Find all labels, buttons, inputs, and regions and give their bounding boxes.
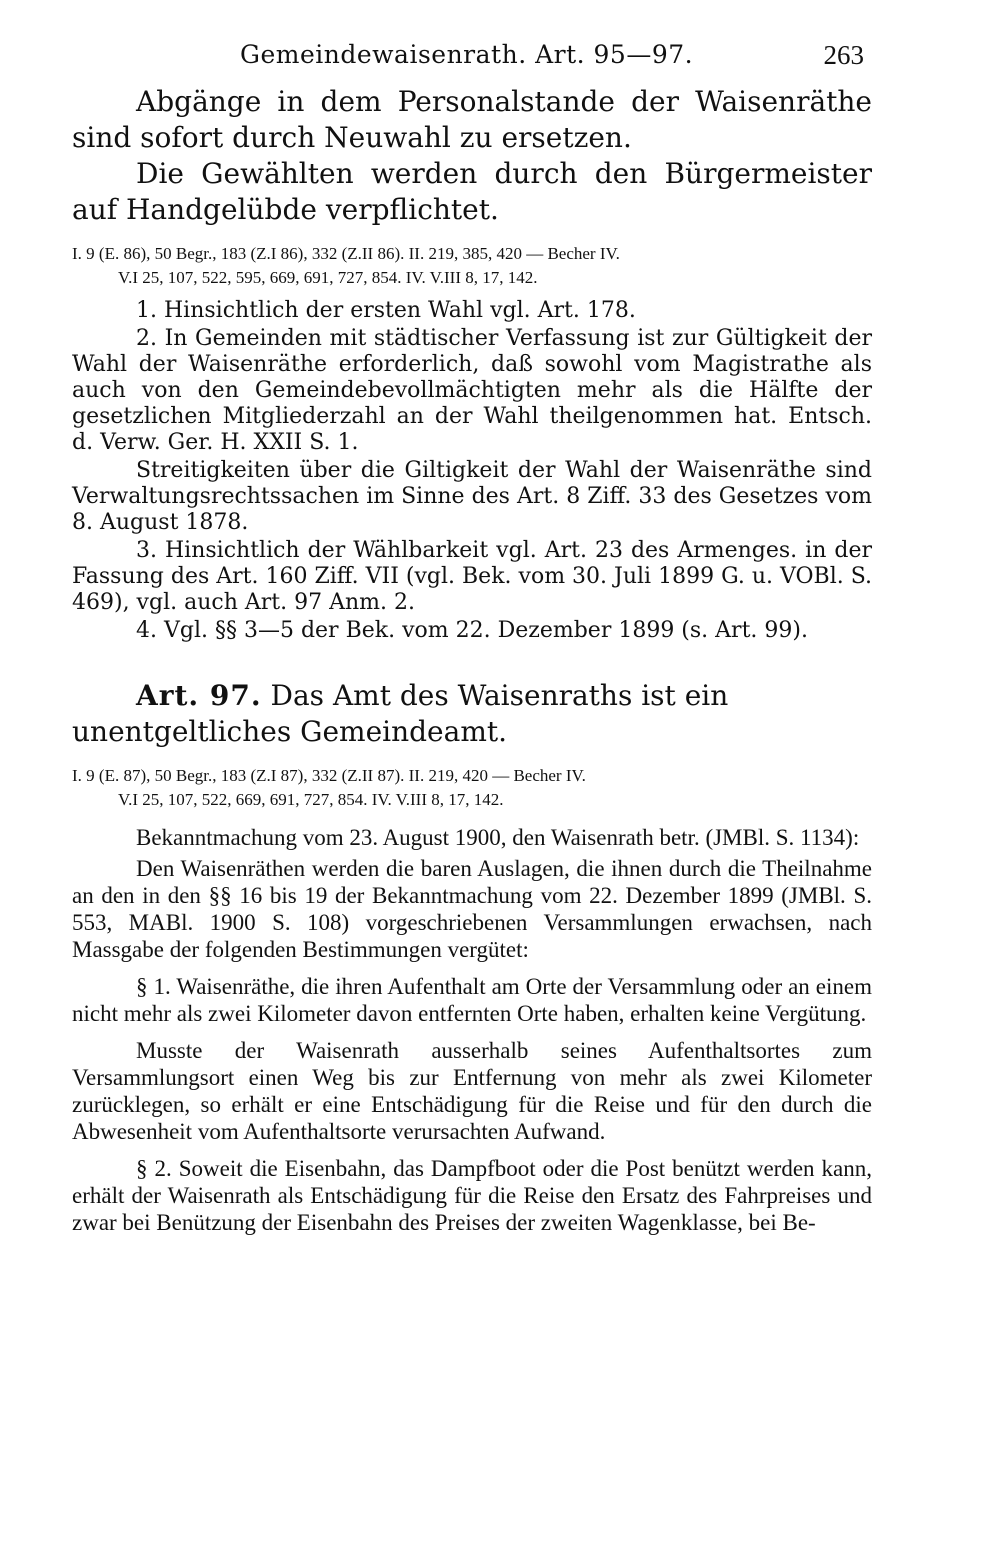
art96-citations [72, 242, 872, 290]
art96-notes [72, 298, 872, 644]
running-title: Gemeindewaisenrath. Art. 95—97. [240, 40, 694, 69]
citation-line: I. 9 (E. 86), 50 Begr., 183 (Z.I 86), 332 (Z.II 86). II. 219, 385, 420 — Becher IV. [72, 244, 620, 263]
art96-paragraph: Abgänge in dem Personalstande der Waisenräthe sind sofort durch Neuwahl zu ersetzen. [72, 85, 872, 154]
bekanntmachung-paragraph: Den Waisenräthen werden die baren Auslagen, die ihnen durch die Theilnahme an den in den §§ 16 bis 19 der Bekanntmachung vom 22. Dezember 1899 (JMBl. S. 553, MABl. 1900 S. 108) vorgeschriebenen Versammlungen erwachsen, nach Massgabe der folgenden Bestimmungen vergütet: [72, 856, 872, 962]
art96-paragraph: Die Gewählten werden durch den Bürgermeister auf Handgelübde verpflichtet. [72, 157, 872, 226]
citation-line: V.I 25, 107, 522, 595, 669, 691, 727, 854. IV. V.III 8, 17, 142. [118, 268, 538, 287]
citation-line: I. 9 (E. 87), 50 Begr., 183 (Z.I 87), 332 (Z.II 87). II. 219, 420 — Becher IV. [72, 766, 586, 785]
article-label: Art. 97. [136, 679, 262, 712]
note: 3. Hinsichtlich der Wählbarkeit vgl. Art. 23 des Armenges. in der Fassung des Art. 160 Ziff. VII (vgl. Bek. vom 30. Juli 1899 G. u. VOBl. S. 469), vgl. auch Art. 97 Anm. 2. [72, 538, 873, 615]
bekanntmachung-paragraph: Musste der Waisenrath ausserhalb seines Aufenthaltsortes zum Versammlungsort einen Weg bis zur Entfernung von mehr als zwei Kilometer zurücklegen, so erhält er eine Entschädigung für die Reise und für den durch die Abwesenheit vom Aufenthaltsorte verursachten Aufwand. [72, 1038, 872, 1144]
art97-citations [72, 764, 872, 812]
page-header [72, 40, 872, 84]
art96-body [72, 84, 872, 228]
bekanntmachung [72, 824, 872, 1236]
note: 4. Vgl. §§ 3—5 der Bek. vom 22. Dezember 1899 (s. Art. 99). [136, 618, 808, 643]
note: Streitigkeiten über die Giltigkeit der Wahl der Waisenräthe sind Verwaltungsrechtssachen im Sinne des Art. 8 Ziff. 33 des Gesetzes vom 8. August 1878. [72, 458, 872, 535]
art97-heading [72, 678, 872, 750]
bekanntmachung-paragraph: Bekanntmachung vom 23. August 1900, den Waisenrath betr. (JMBl. S. 1134): [136, 825, 860, 850]
citation-line: V.I 25, 107, 522, 669, 691, 727, 854. IV. V.III 8, 17, 142. [118, 790, 504, 809]
note: 1. Hinsichtlich der ersten Wahl vgl. Art. 178. [136, 298, 636, 323]
bekanntmachung-paragraph: § 1. Waisenräthe, die ihren Aufenthalt am Orte der Versammlung oder an einem nicht mehr als zwei Kilometer davon entfernten Orte haben, erhalten keine Vergütung. [72, 974, 872, 1026]
bekanntmachung-paragraph: § 2. Soweit die Eisenbahn, das Dampfboot oder die Post benützt werden kann, erhält der Waisenrath als Entschädigung für die Reise den Ersatz des Fahrpreises und zwar bei Benützung der Eisenbahn des Preises der zweiten Wagenklasse, bei Be- [72, 1156, 872, 1235]
page-number: 263 [823, 40, 864, 70]
article-text: Das Amt des Waisenraths ist ein unentgeltliches Gemeindeamt. [72, 679, 729, 748]
document-page [72, 40, 872, 1240]
note: 2. In Gemeinden mit städtischer Verfassung ist zur Gültigkeit der Wahl der Waisenräthe erforderlich, daß sowohl vom Magistrathe als auch von den Gemeindebevollmächtigten mehr als die Hälfte der gesetzlichen Mitgliederzahl an der Wahl theilgenommen hat. Entsch. d. Verw. Ger. H. XXII S. 1. [72, 326, 872, 455]
